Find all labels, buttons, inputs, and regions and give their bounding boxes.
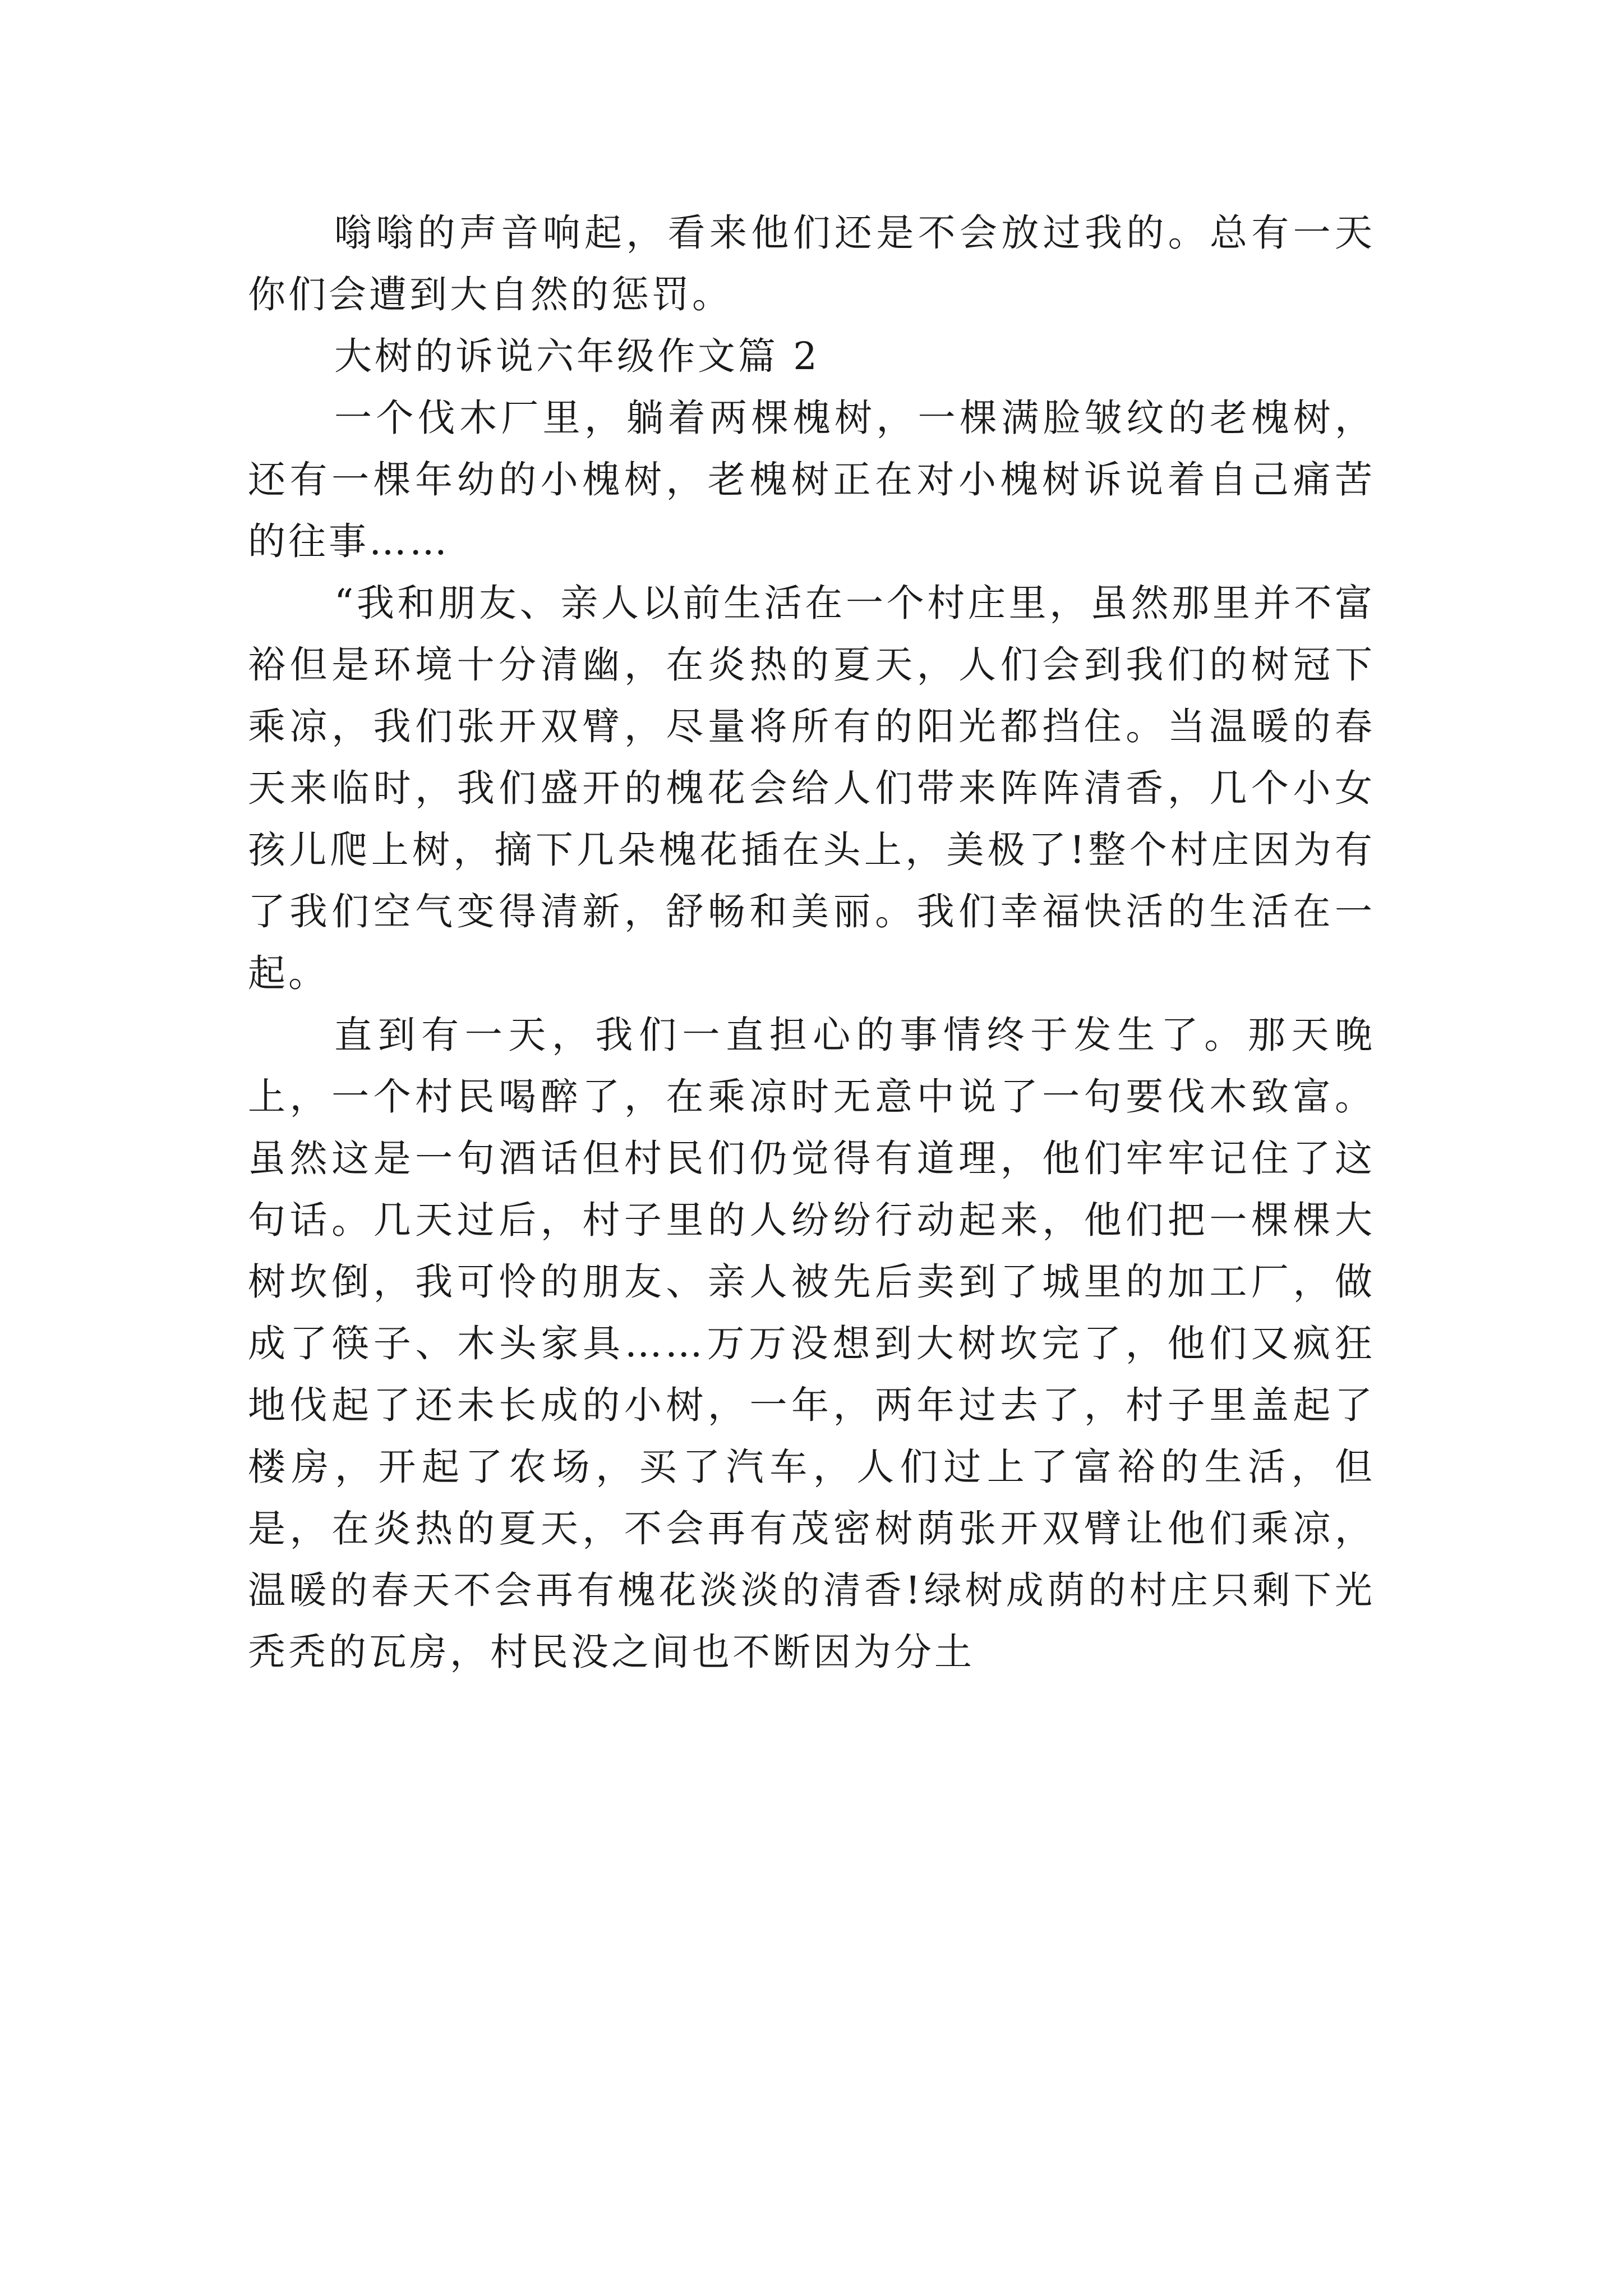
paragraph-2: 一个伐木厂里，躺着两棵槐树，一棵满脸皱纹的老槐树，还有一棵年幼的小槐树，老槐树正在对小槐树诉说着自己痛苦的往事…… <box>248 396 1375 563</box>
paragraph-4: 直到有一天，我们一直担心的事情终于发生了。那天晚上，一个村民喝醉了，在乘凉时无意中说了一句要伐木致富。虽然这是一句酒话但村民们仍觉得有道理，他们牢牢记住了这句话。几天过后，村子里的人纷纷行动起来，他们把一棵棵大树坎倒，我可怜的朋友、亲人被先后卖到了城里的加工厂，做成了筷子、木头家具……万万没想到大树坎完了，他们又疯狂地伐起了还未长成的小树，一年，两年过去了，村子里盖起了楼房，开起了农场，买了汽车，人们过上了富裕的生活，但是，在炎热的夏天，不会再有茂密树荫张开双臂让他们乘凉，温暖的春天不会再有槐花淡淡的清香!绿树成荫的村庄只剩下光秃秃的瓦房，村民没之间也不断因为分土 <box>248 1013 1375 1674</box>
document-body <box>248 202 1375 1683</box>
paragraph-1: 嗡嗡的声音响起，看来他们还是不会放过我的。总有一天你们会遭到大自然的惩罚。 <box>248 211 1375 316</box>
section-heading: 大树的诉说六年级作文篇 2 <box>334 334 820 378</box>
paragraph-3: “我和朋友、亲人以前生活在一个村庄里，虽然那里并不富裕但是环境十分清幽，在炎热的夏天，人们会到我们的树冠下乘凉，我们张开双臂，尽量将所有的阳光都挡住。当温暖的春天来临时，我们盛开的槐花会给人们带来阵阵清香，几个小女孩儿爬上树，摘下几朵槐花插在头上，美极了!整个村庄因为有了我们空气变得清新，舒畅和美丽。我们幸福快活的生活在一起。 <box>248 581 1375 995</box>
